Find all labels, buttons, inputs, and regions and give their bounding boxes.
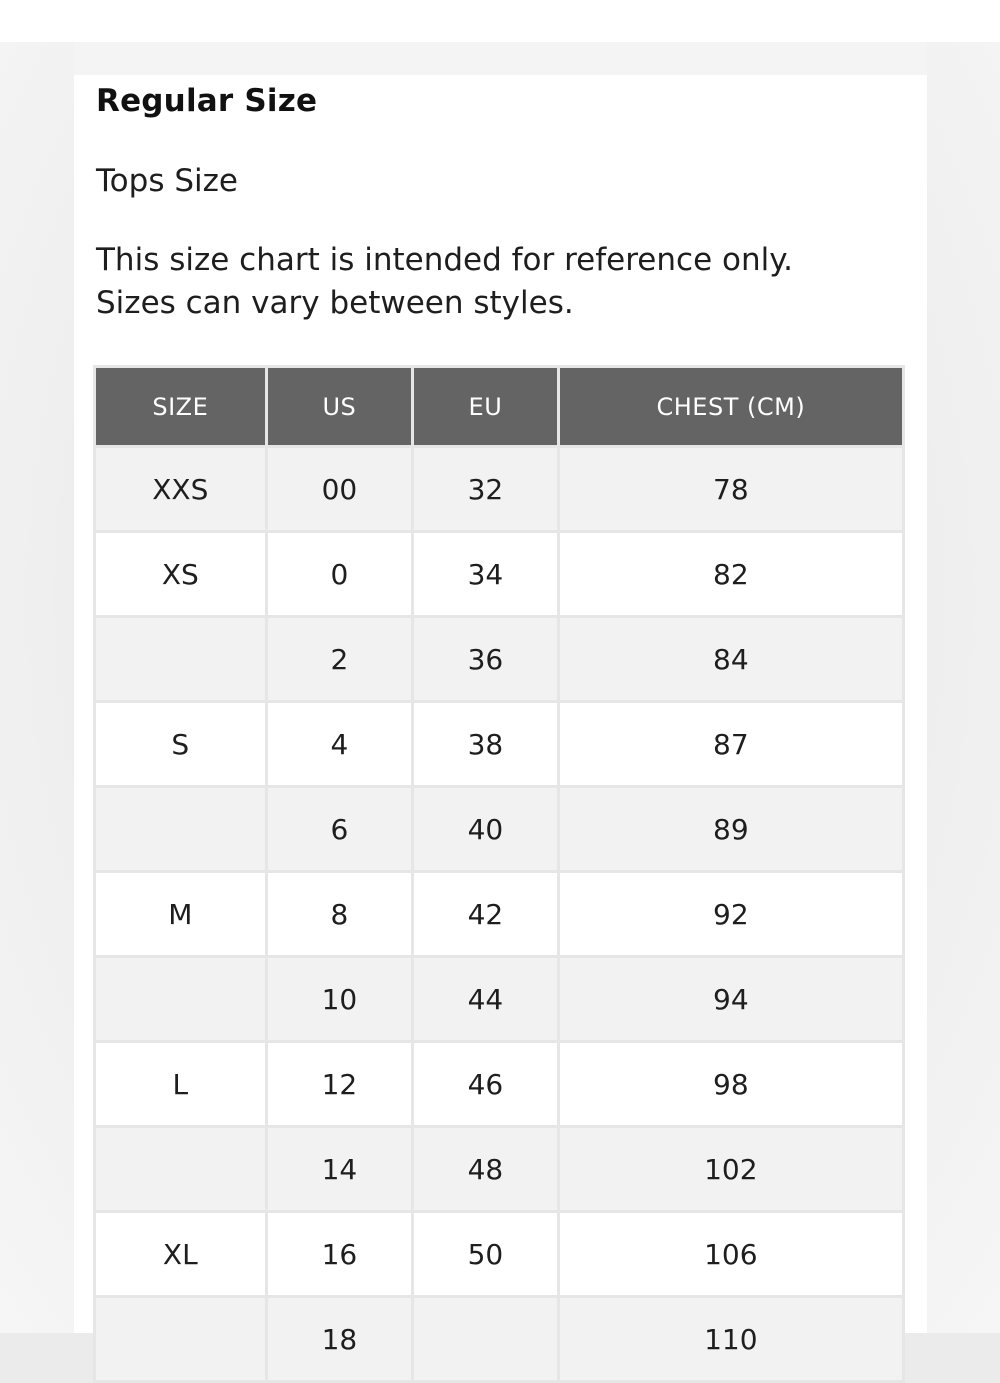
cell-chest: 82 — [560, 533, 902, 615]
cell-us: 14 — [268, 1128, 412, 1210]
section-title: Regular Size — [96, 83, 318, 119]
cell-us: 4 — [268, 703, 412, 785]
header-eu: EU — [414, 368, 557, 445]
cell-chest: 92 — [560, 873, 902, 955]
cell-size: XL — [96, 1213, 265, 1295]
cell-us: 6 — [268, 788, 412, 870]
cell-us: 0 — [268, 533, 412, 615]
cell-eu: 40 — [414, 788, 557, 870]
cell-us: 00 — [268, 448, 412, 530]
cell-eu: 46 — [414, 1043, 557, 1125]
cell-chest: 94 — [560, 958, 902, 1040]
cell-us: 18 — [268, 1298, 412, 1380]
cell-size: L — [96, 1043, 265, 1125]
cell-eu: 48 — [414, 1128, 557, 1210]
cell-eu — [414, 1298, 557, 1380]
header-size: SIZE — [96, 368, 265, 445]
cell-chest: 84 — [560, 618, 902, 700]
cell-size — [96, 1128, 265, 1210]
cell-size: XXS — [96, 448, 265, 530]
header-chest: CHEST (CM) — [560, 368, 902, 445]
table-row — [96, 1043, 902, 1125]
cell-us: 2 — [268, 618, 412, 700]
panel-header-bar — [74, 42, 927, 75]
header-us: US — [268, 368, 412, 445]
table-row — [96, 958, 902, 1040]
table-header-row — [96, 368, 902, 445]
cell-chest: 87 — [560, 703, 902, 785]
cell-eu: 34 — [414, 533, 557, 615]
cell-us: 16 — [268, 1213, 412, 1295]
cell-eu: 36 — [414, 618, 557, 700]
size-disclaimer: This size chart is intended for reference only. Sizes can vary between styles. — [96, 242, 794, 321]
cell-size — [96, 618, 265, 700]
cell-size — [96, 958, 265, 1040]
cell-us: 12 — [268, 1043, 412, 1125]
cell-size: S — [96, 703, 265, 785]
table-row — [96, 703, 902, 785]
table-row — [96, 1298, 902, 1380]
tops-size-title: Tops Size — [96, 163, 238, 199]
size-guide-content — [74, 81, 927, 1383]
table-row — [96, 448, 902, 530]
cell-size: M — [96, 873, 265, 955]
table-row — [96, 788, 902, 870]
cell-chest: 102 — [560, 1128, 902, 1210]
cell-eu: 38 — [414, 703, 557, 785]
cell-eu: 44 — [414, 958, 557, 1040]
cell-chest: 78 — [560, 448, 902, 530]
cell-size — [96, 788, 265, 870]
top-strip — [0, 0, 1000, 42]
cell-eu: 42 — [414, 873, 557, 955]
cell-chest: 98 — [560, 1043, 902, 1125]
size-chart-table — [93, 365, 905, 1383]
table-row — [96, 1213, 902, 1295]
cell-chest: 89 — [560, 788, 902, 870]
cell-size — [96, 1298, 265, 1380]
size-guide-panel — [74, 42, 927, 1356]
cell-us: 8 — [268, 873, 412, 955]
cell-chest: 106 — [560, 1213, 902, 1295]
table-row — [96, 1128, 902, 1210]
table-row — [96, 618, 902, 700]
table-row — [96, 533, 902, 615]
table-row — [96, 873, 902, 955]
cell-eu: 50 — [414, 1213, 557, 1295]
cell-size: XS — [96, 533, 265, 615]
cell-chest: 110 — [560, 1298, 902, 1380]
cell-us: 10 — [268, 958, 412, 1040]
cell-eu: 32 — [414, 448, 557, 530]
